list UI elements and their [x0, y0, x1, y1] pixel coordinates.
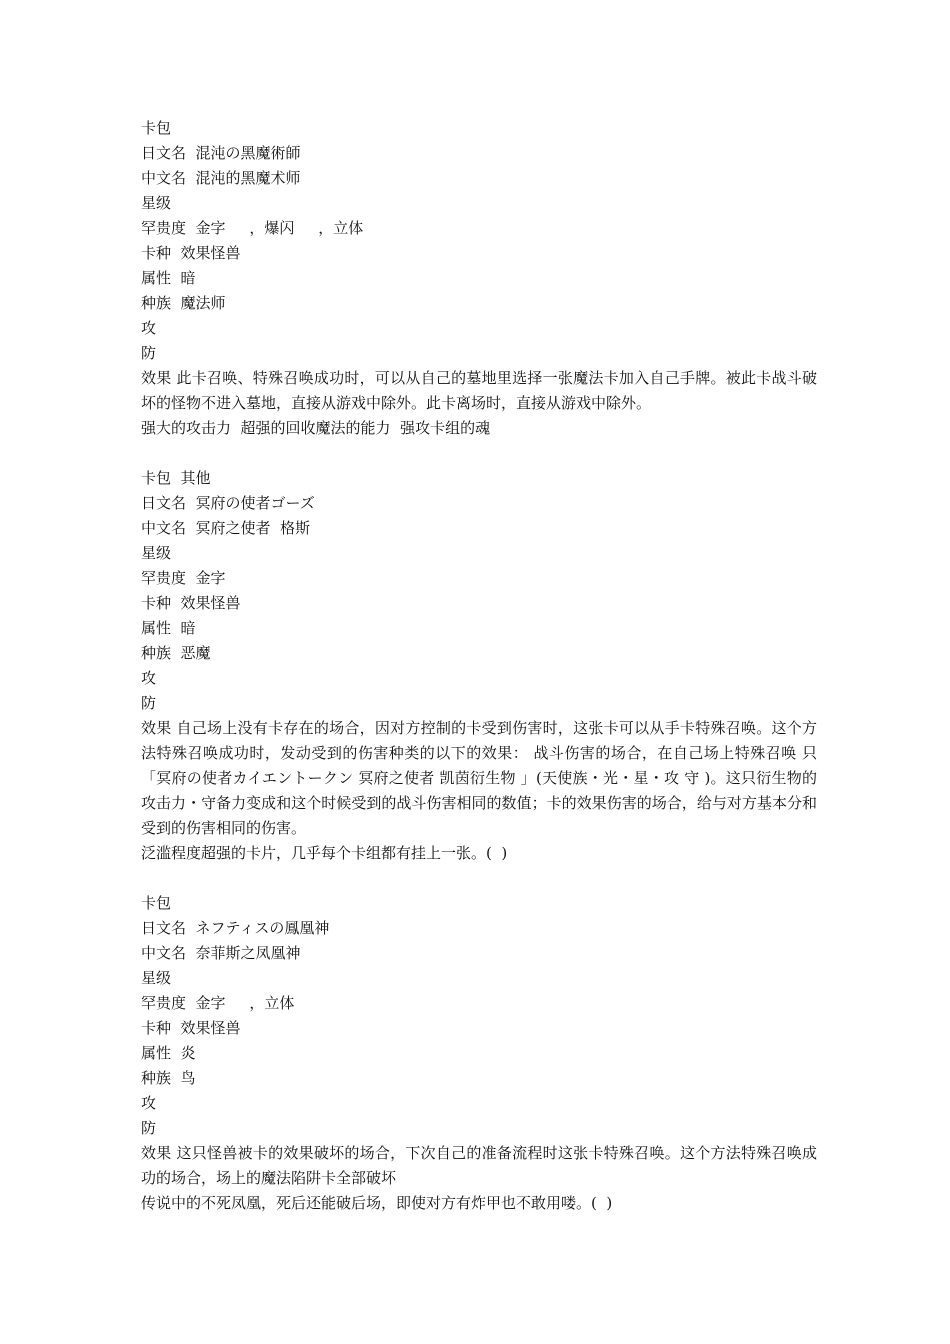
card-jp-name: 日文名 冥府の使者ゴーズ	[141, 494, 315, 512]
card-stars: 星级	[141, 194, 172, 212]
card-cn-name: 中文名 奈菲斯之凤凰神	[141, 944, 301, 962]
card-rarity: 罕贵度 金字	[141, 569, 226, 587]
card-type: 卡种 效果怪兽	[141, 244, 241, 262]
card-effect: 效果 这只怪兽被卡的效果破坏的场合，下次自己的准备流程时这张卡特殊召唤。这个方法特殊召唤成功的场合，场上的魔法陷阱卡全部破坏	[141, 1144, 817, 1187]
card-def: 防	[141, 344, 157, 362]
card-rarity: 罕贵度 金字 ，立体	[141, 994, 295, 1012]
card-stars: 星级	[141, 544, 172, 562]
card-effect: 效果 此卡召唤、特殊召唤成功时，可以从自己的墓地里选择一张魔法卡加入自己手牌。被此卡战斗破坏的怪物不进入墓地，直接从游戏中除外。此卡离场时，直接从游戏中除外。	[141, 369, 817, 412]
card-race: 种族 鸟	[141, 1069, 196, 1087]
card-jp-name: 日文名 ネフティスの鳳凰神	[141, 919, 330, 937]
card-comment: 传说中的不死凤凰，死后还能破后场，即使对方有炸甲也不敢用喽。( )	[141, 1194, 613, 1212]
card-pack: 卡包	[141, 119, 172, 137]
card-atk: 攻	[141, 319, 157, 337]
card-type: 卡种 效果怪兽	[141, 1019, 241, 1037]
card-effect: 效果 自己场上没有卡存在的场合，因对方控制的卡受到伤害时，这张卡可以从手卡特殊召唤。这个方法特殊召唤成功时，发动受到的伤害种类的以下的效果： 战斗伤害的场合，在自己场上特殊召唤 只「冥府の使者カイエントークン 冥府之使者 凯茵衍生物 」(天使族・光・星・攻 守 )。这只衍生物的攻击力・守备力变成和这个时候受到的战斗伤害相同的数值；卡的效果伤害的场合，给与对方基本分和受到的伤害相同的伤害。	[141, 719, 817, 837]
card-cn-name: 中文名 冥府之使者 格斯	[141, 519, 311, 537]
card-def: 防	[141, 694, 157, 712]
card-cn-name: 中文名 混沌的黑魔术师	[141, 169, 301, 187]
card-comment: 强大的攻击力 超强的回收魔法的能力 强攻卡组的魂	[141, 419, 491, 437]
card-stars: 星级	[141, 969, 172, 987]
card-race: 种族 魔法师	[141, 294, 226, 312]
card-jp-name: 日文名 混沌の黑魔術師	[141, 144, 301, 162]
card-race: 种族 恶魔	[141, 644, 211, 662]
section-gap	[141, 441, 817, 466]
card-entry-1	[141, 116, 817, 441]
card-attribute: 属性 炎	[141, 1044, 196, 1062]
card-entry-3	[141, 891, 817, 1216]
section-gap	[141, 866, 817, 891]
card-atk: 攻	[141, 669, 157, 687]
card-rarity: 罕贵度 金字 ，爆闪 ，立体	[141, 219, 364, 237]
card-attribute: 属性 暗	[141, 619, 196, 637]
card-entry-2	[141, 466, 817, 866]
card-atk: 攻	[141, 1094, 157, 1112]
document-page	[141, 116, 817, 1216]
card-pack: 卡包 其他	[141, 469, 211, 487]
card-type: 卡种 效果怪兽	[141, 594, 241, 612]
card-attribute: 属性 暗	[141, 269, 196, 287]
card-def: 防	[141, 1119, 157, 1137]
card-pack: 卡包	[141, 894, 172, 912]
card-comment: 泛滥程度超强的卡片，几乎每个卡组都有挂上一张。( )	[141, 844, 508, 862]
